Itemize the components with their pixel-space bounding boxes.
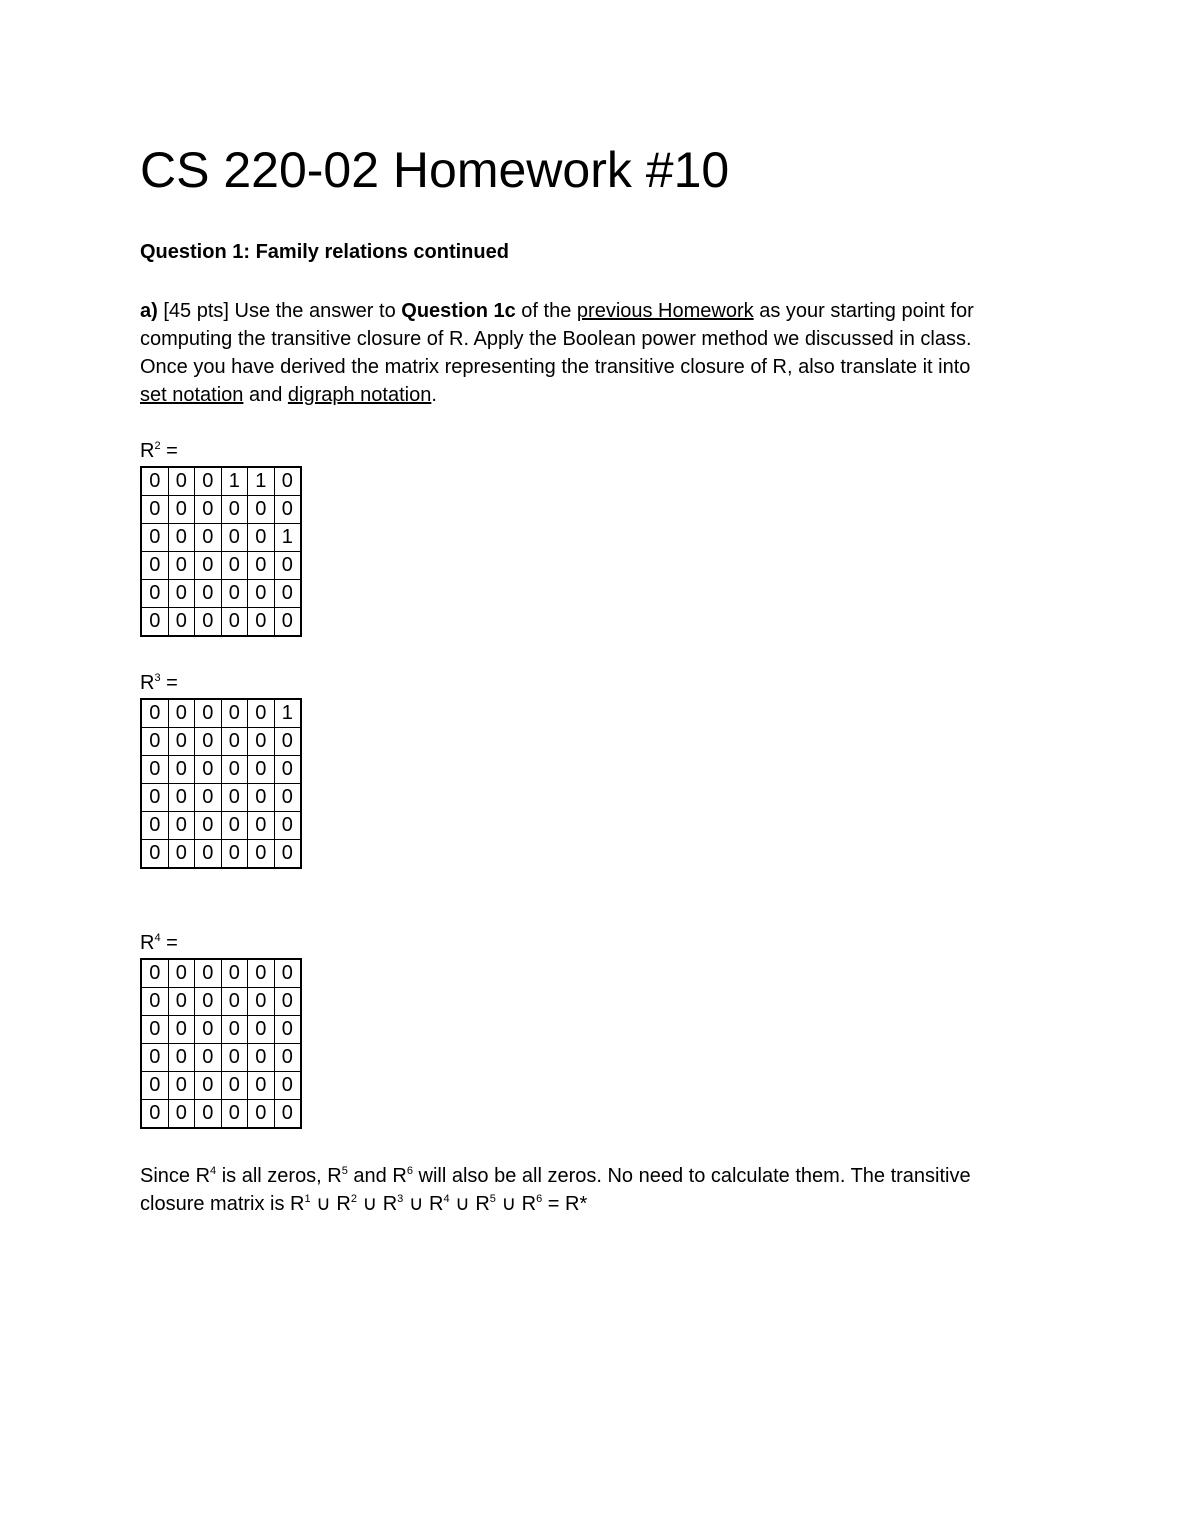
matrix-cell: 0 [168, 608, 195, 637]
matrix-cell: 1 [248, 467, 275, 496]
matrix-cell: 0 [168, 1016, 195, 1044]
matrix-cell: 0 [195, 840, 222, 869]
matrix-cell: 0 [221, 728, 248, 756]
matrix-cell: 0 [274, 467, 301, 496]
matrix-cell: 0 [168, 728, 195, 756]
matrix-cell: 0 [195, 608, 222, 637]
matrix-cell: 0 [168, 840, 195, 869]
matrix-cell: 0 [141, 1100, 168, 1129]
matrix-row [141, 552, 301, 580]
matrix-cell: 0 [274, 580, 301, 608]
part-text: . [431, 384, 437, 406]
matrix-row [141, 756, 301, 784]
matrix-cell: 0 [168, 756, 195, 784]
matrix-cell: 0 [274, 608, 301, 637]
matrix-cell: 0 [141, 728, 168, 756]
matrix-cell: 0 [168, 467, 195, 496]
matrix-cell: 0 [168, 812, 195, 840]
matrix-cell: 0 [141, 1044, 168, 1072]
matrix-label-r4: $R^4$ = [140, 932, 178, 954]
matrix-row [141, 784, 301, 812]
matrix-cell: 0 [248, 1016, 275, 1044]
matrix-cell: 0 [221, 988, 248, 1016]
part-a-line-3: Once you have derived the matrix representing the transitive closure of R, also translate it into [140, 356, 971, 378]
matrix-cell: 0 [248, 959, 275, 988]
matrix-cell: 0 [141, 959, 168, 988]
matrix-r3 [140, 698, 302, 869]
matrix-label-r2: $R^2$ = [140, 440, 178, 462]
matrix-row [141, 608, 301, 637]
matrix-cell: 0 [274, 840, 301, 869]
matrix-cell: 1 [274, 699, 301, 728]
matrix-cell: 0 [248, 812, 275, 840]
matrix-cell: 0 [168, 784, 195, 812]
matrix-cell: 0 [221, 784, 248, 812]
matrix-cell: 0 [195, 524, 222, 552]
matrix-cell: 0 [248, 784, 275, 812]
matrix-cell: 0 [168, 580, 195, 608]
matrix-r4 [140, 958, 302, 1129]
matrix-cell: 0 [248, 608, 275, 637]
part-text: and [243, 384, 288, 406]
matrix-cell: 0 [274, 1016, 301, 1044]
matrix-cell: 0 [221, 580, 248, 608]
part-a-line-1 [140, 297, 1050, 325]
page-title: CS 220-02 Homework #10 [140, 142, 730, 198]
matrix-cell: 1 [274, 524, 301, 552]
matrix-cell: 0 [195, 756, 222, 784]
matrix-cell: 0 [195, 552, 222, 580]
matrix-cell: 0 [195, 959, 222, 988]
part-text: of the [515, 300, 577, 322]
set-notation-link[interactable]: set notation [140, 384, 244, 406]
matrix-cell: 0 [274, 988, 301, 1016]
matrix-cell: 0 [195, 1016, 222, 1044]
matrix-cell: 0 [274, 784, 301, 812]
matrix-cell: 0 [248, 699, 275, 728]
matrix-cell: 0 [274, 812, 301, 840]
digraph-notation-link[interactable]: digraph notation [287, 384, 432, 406]
part-text: as your starting point for [753, 300, 974, 322]
matrix-cell: 0 [274, 756, 301, 784]
matrix-row [141, 524, 301, 552]
matrix-cell: 0 [274, 728, 301, 756]
matrix-cell: 0 [141, 988, 168, 1016]
matrix-row [141, 467, 301, 496]
previous-homework-link[interactable]: previous Homework [576, 300, 754, 322]
matrix-cell: 0 [141, 580, 168, 608]
matrix-label-r3: $R^3$ = [140, 672, 178, 694]
matrix-cell: 0 [195, 496, 222, 524]
matrix-cell: 0 [168, 699, 195, 728]
matrix-cell: 0 [248, 1100, 275, 1129]
matrix-cell: 0 [248, 1044, 275, 1072]
matrix-cell: 0 [168, 496, 195, 524]
matrix-cell: 0 [195, 1100, 222, 1129]
part-label: a) [140, 300, 158, 322]
matrix-cell: 0 [221, 1044, 248, 1072]
matrix-cell: 0 [221, 1016, 248, 1044]
matrix-cell: 0 [141, 608, 168, 637]
matrix-row [141, 1044, 301, 1072]
matrix-cell: 0 [274, 1100, 301, 1129]
matrix-cell: 0 [195, 699, 222, 728]
conclusion-line-2: closure matrix is $R^1$ ∪ $R^2$ ∪ $R^3$ ∪ $R^4$ ∪ $R^5$ ∪ $R^6 = R*$ [140, 1193, 588, 1215]
matrix-row [141, 1072, 301, 1100]
matrix-cell: 0 [221, 840, 248, 869]
matrix-cell: 0 [195, 1044, 222, 1072]
matrix-cell: 0 [168, 988, 195, 1016]
matrix-cell: 0 [274, 1044, 301, 1072]
part-text: [45 pts] Use the answer to [157, 300, 402, 322]
matrix-cell: 0 [141, 1072, 168, 1100]
matrix-cell: 0 [221, 699, 248, 728]
matrix-cell: 0 [141, 467, 168, 496]
matrix-row [141, 812, 301, 840]
part-a-paragraph [140, 297, 1050, 409]
matrix-cell: 0 [248, 756, 275, 784]
matrix-cell: 0 [248, 524, 275, 552]
matrix-cell: 0 [248, 728, 275, 756]
question-reference: Question 1c [401, 300, 516, 322]
matrix-cell: 0 [221, 1072, 248, 1100]
question-heading: Question 1: Family relations continued [140, 241, 509, 263]
matrix-cell: 0 [168, 1100, 195, 1129]
matrix-cell: 0 [141, 1016, 168, 1044]
matrix-row [141, 840, 301, 869]
matrix-row [141, 580, 301, 608]
matrix-row [141, 1016, 301, 1044]
matrix-cell: 0 [248, 988, 275, 1016]
part-a-line-2: computing the transitive closure of R. Apply the Boolean power method we discussed in class. [140, 328, 972, 350]
matrix-cell: 0 [141, 524, 168, 552]
matrix-cell: 0 [221, 524, 248, 552]
matrix-cell: 0 [274, 959, 301, 988]
conclusion-line-1: Since $R^4$ is all zeros, $R^5$ and $R^6$ will also be all zeros. No need to calculate them. The transitive [140, 1165, 971, 1187]
matrix-cell: 0 [141, 496, 168, 524]
matrix-cell: 0 [141, 840, 168, 869]
matrix-cell: 0 [141, 812, 168, 840]
matrix-cell: 0 [195, 988, 222, 1016]
matrix-cell: 0 [141, 552, 168, 580]
matrix-cell: 0 [221, 1100, 248, 1129]
matrix-cell: 0 [248, 1072, 275, 1100]
matrix-cell: 0 [168, 1072, 195, 1100]
matrix-cell: 0 [221, 756, 248, 784]
matrix-cell: 1 [221, 467, 248, 496]
conclusion-paragraph [140, 1162, 1050, 1218]
matrix-cell: 0 [168, 959, 195, 988]
matrix-row [141, 496, 301, 524]
matrix-r2 [140, 466, 302, 637]
matrix-cell: 0 [248, 580, 275, 608]
matrix-row [141, 1100, 301, 1129]
matrix-cell: 0 [168, 1044, 195, 1072]
matrix-cell: 0 [168, 552, 195, 580]
matrix-cell: 0 [195, 812, 222, 840]
matrix-cell: 0 [141, 699, 168, 728]
matrix-row [141, 988, 301, 1016]
matrix-cell: 0 [195, 784, 222, 812]
matrix-cell: 0 [221, 552, 248, 580]
matrix-cell: 0 [221, 608, 248, 637]
matrix-cell: 0 [248, 496, 275, 524]
matrix-row [141, 728, 301, 756]
matrix-cell: 0 [221, 959, 248, 988]
matrix-cell: 0 [195, 467, 222, 496]
matrix-cell: 0 [195, 580, 222, 608]
matrix-cell: 0 [195, 728, 222, 756]
matrix-cell: 0 [221, 496, 248, 524]
matrix-cell: 0 [274, 496, 301, 524]
matrix-cell: 0 [274, 552, 301, 580]
matrix-row [141, 959, 301, 988]
matrix-cell: 0 [221, 812, 248, 840]
matrix-row [141, 699, 301, 728]
matrix-cell: 0 [195, 1072, 222, 1100]
matrix-cell: 0 [168, 524, 195, 552]
matrix-cell: 0 [141, 784, 168, 812]
matrix-cell: 0 [248, 552, 275, 580]
part-a-line-4 [140, 381, 1050, 409]
matrix-cell: 0 [248, 840, 275, 869]
matrix-cell: 0 [274, 1072, 301, 1100]
matrix-cell: 0 [141, 756, 168, 784]
